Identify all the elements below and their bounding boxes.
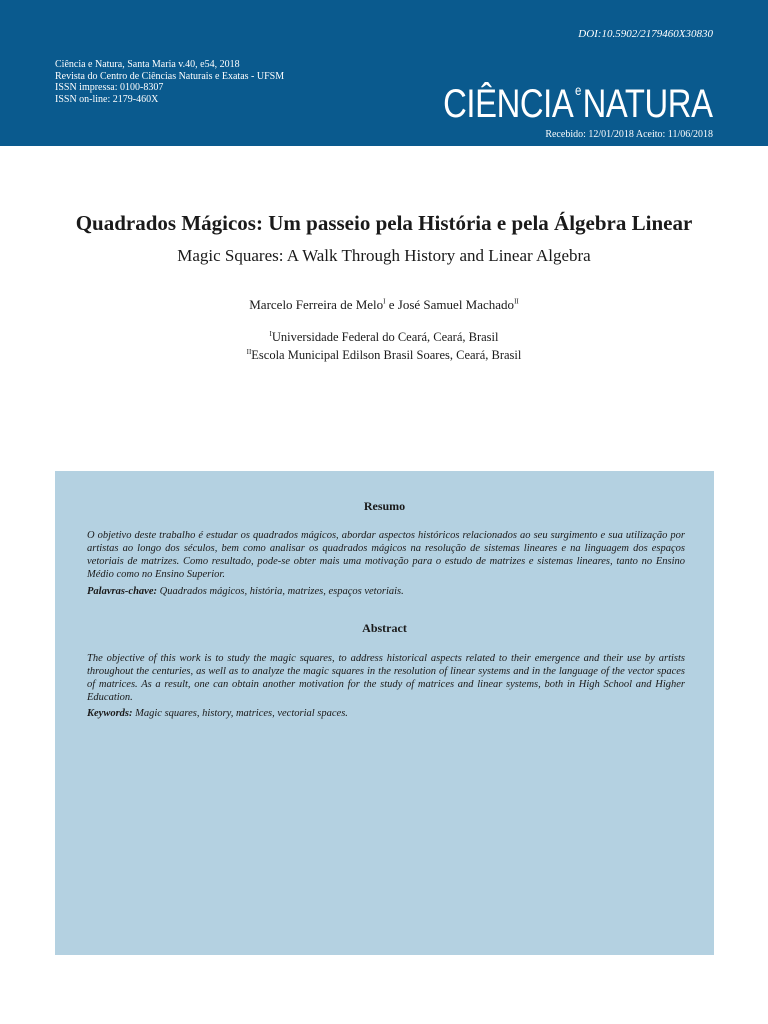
palavras-chave-label: Palavras-chave:: [87, 586, 157, 597]
abstract-line: the vector spaces of matrices. As a result, one can obtain another motivation for the study of matrices and linear systems, both in: [87, 666, 685, 690]
affiliation-text: Universidade Federal do Ceará, Ceará, Brasil: [271, 330, 499, 345]
resumo-line: utilização por artistas ao longo dos séculos, bem como analisar os quadrados mágicos na resolução de sistemas lineares e na: [87, 530, 685, 554]
abstract-line: High School and Higher Education.: [87, 679, 686, 703]
keywords-value: Magic squares, history, matrices, vectorial spaces.: [135, 708, 348, 719]
resumo-text: [87, 529, 685, 581]
abstract-line: artists throughout the centuries, as well as to analyze the magic squares in the resolution of linear systems and in the language of: [87, 653, 685, 677]
journal-header-band: [0, 0, 768, 146]
logo-connector: e: [575, 82, 582, 98]
abstract-text: [87, 652, 685, 704]
author-list: [0, 297, 768, 313]
author-name: José Samuel Machado: [397, 297, 515, 312]
keywords-label: Keywords:: [87, 708, 133, 719]
doi-label: DOI:10.5902/2179460X30830: [578, 28, 713, 40]
article-title: Quadrados Mágicos: Um passeio pela História e pela Álgebra Linear: [75, 211, 693, 235]
abstract-heading: Abstract: [362, 621, 407, 635]
affiliation-text: Escola Municipal Edilson Brasil Soares, Ceará, Brasil: [251, 348, 522, 363]
logo-part-ciencia: CIÊNCIA: [443, 82, 574, 126]
journal-info: [55, 59, 284, 105]
article-subtitle: Magic Squares: A Walk Through History and Linear Algebra: [177, 246, 591, 265]
received-accepted-dates: Recebido: 12/01/2018 Aceito: 11/06/2018: [545, 129, 713, 140]
affiliation-mark: I: [383, 297, 386, 306]
palavras-chave: [87, 586, 685, 597]
issn-online: ISSN on-line: 2179-460X: [55, 93, 159, 105]
palavras-chave-value: Quadrados mágicos, história, matrizes, espaços vetoriais.: [159, 586, 404, 597]
author-name: Marcelo Ferreira de Melo: [249, 297, 384, 312]
abstract-line: The objective of this work is to study the magic squares, to address historical aspects related to their emergence and their use by: [87, 653, 655, 664]
affiliation-mark: I: [269, 330, 272, 338]
affiliation-list: [0, 327, 768, 363]
resumo-heading: Resumo: [363, 499, 406, 513]
affiliation-item: [0, 345, 768, 363]
keywords: [87, 708, 685, 719]
author-connector: e: [385, 297, 398, 312]
affiliation-mark: II: [246, 348, 252, 357]
resumo-line: sistemas lineares, tanto no Ensino Médio como no Ensino Superior.: [87, 556, 686, 580]
journal-citation: Ciência e Natura, Santa Maria v.40, e54, 2018: [55, 59, 240, 70]
journal-publisher: Revista do Centro de Ciências Naturais e Exatas - UFSM: [55, 70, 285, 82]
resumo-line: linguagem dos espaços vetoriais de matrizes. Como resultado, pode-se obter mais uma motivação para o estudo de matrizes e: [87, 543, 685, 567]
logo-part-natura: NATURA: [583, 82, 713, 126]
abstract-box: [55, 471, 714, 955]
issn-print: ISSN impressa: 0100-8307: [55, 82, 164, 93]
affiliation-item: [0, 327, 768, 345]
affiliation-mark: II: [514, 297, 519, 306]
journal-logo: [444, 66, 713, 128]
resumo-line: O objetivo deste trabalho é estudar os quadrados mágicos, abordar aspectos históricos relacionados ao seu surgimento e sua: [87, 530, 623, 541]
